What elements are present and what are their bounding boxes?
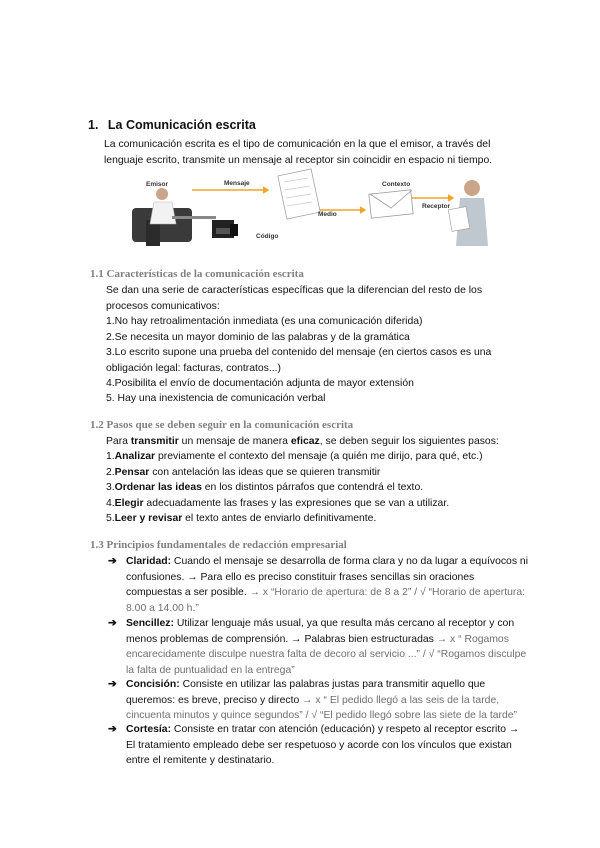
list-item: 5. Hay una inexistencia de comunicación verbal bbox=[106, 393, 326, 404]
section-paragraph: La comunicación escrita es el tipo de comunicación en la que el emisor, a través del lenguaje escrito, transmite un mensaje al receptor sin coincidir en espacio ni tiempo. bbox=[104, 139, 493, 166]
step-number: 5. bbox=[106, 513, 115, 524]
principle-text: Utilizar lenguaje más usual, ya que resulta más cercano al receptor y con menos problemas de comprensión. → Palabras bien estructuradas bbox=[126, 618, 515, 645]
list-item: 2.Se necesita un mayor dominio de las palabras y de la gramática bbox=[106, 332, 410, 343]
intro-bold: transmitir bbox=[130, 436, 179, 447]
principle-text: Cuando el mensaje se desarrolla de forma clara y no da lugar a equívocos ni confusiones. → Para ello es preciso constituir frases sencillas sin oraciones compuestas a ser posible. bbox=[126, 556, 528, 598]
message-paper-icon bbox=[278, 169, 320, 219]
subsection-title-1-3: 1.3 Principios fundamentales de redacción empresarial bbox=[90, 539, 347, 551]
arrow-right-icon: ➔ bbox=[108, 618, 117, 629]
principle-text: Consiste en tratar con atención (educación) y respeto al receptor escrito → El tratamiento empleado debe ser respetuoso y acorde con los vínculos que existan entre el remitente y destinatario. bbox=[126, 724, 520, 766]
step-number: 1. bbox=[106, 451, 115, 462]
principle-example: → x “ El pedido llegó a las seis de la tarde, cincuenta minutos y quince segundos” / √ “El pedido llegó sobre las siete de la tarde” bbox=[126, 694, 517, 721]
list-item: 3.Lo escrito supone una prueba del contenido del mensaje (en ciertos casos es una obligación legal: facturas, contratos...) bbox=[106, 347, 492, 374]
list-item: 4.Posibilita el envío de documentación adjunta de mayor extensión bbox=[106, 378, 414, 389]
step-number: 4. bbox=[106, 498, 115, 509]
emisor-figure bbox=[132, 188, 238, 246]
arrow-right-icon: ➔ bbox=[108, 724, 117, 735]
label-medio: Medio bbox=[318, 211, 337, 218]
receptor-figure bbox=[448, 180, 488, 246]
subsection-intro: Se dan una serie de características específicas que la diferencian del resto de los procesos comunicativos: bbox=[106, 285, 483, 312]
step-item bbox=[106, 480, 526, 496]
step-keyword: Ordenar las ideas bbox=[114, 482, 202, 493]
step-item bbox=[106, 511, 526, 527]
intro-text: , se deben seguir los siguientes pasos: bbox=[319, 436, 499, 447]
principle-text: Consiste en utilizar las palabras justas para transmitir aquello que queremos: es breve, preciso y directo bbox=[126, 679, 486, 706]
list-item: 1.No hay retroalimentación inmediata (es una comunicación diferida) bbox=[106, 316, 423, 327]
label-receptor: Receptor bbox=[422, 203, 451, 210]
step-number: 2. bbox=[106, 467, 115, 478]
step-item bbox=[106, 449, 526, 465]
section-title: La Comunicación escrita bbox=[107, 118, 256, 132]
step-number: 3. bbox=[106, 482, 115, 493]
label-emisor: Emisor bbox=[146, 181, 169, 188]
label-mensaje: Mensaje bbox=[224, 180, 250, 187]
subsection-intro bbox=[106, 434, 526, 450]
label-codigo: Código bbox=[256, 233, 279, 240]
intro-text: Para bbox=[106, 436, 131, 447]
intro-text: un mensaje de manera bbox=[178, 436, 291, 447]
principle-item bbox=[108, 616, 528, 678]
step-keyword: Pensar bbox=[114, 467, 150, 478]
subsection-title-1-1: 1.1 Características de la comunicación escrita bbox=[90, 268, 304, 280]
step-keyword: Leer y revisar bbox=[114, 513, 183, 524]
flow-arrows bbox=[192, 187, 453, 213]
label-contexto: Contexto bbox=[382, 181, 411, 188]
principle-term: Claridad: bbox=[126, 556, 172, 567]
step-item bbox=[106, 496, 526, 512]
principle-term: Sencillez: bbox=[126, 618, 174, 629]
principle-item bbox=[108, 677, 528, 724]
principle-example: → x “ Rogamos encarecidamente disculpe nuestra falta de decoro al servicio ...” / √ “Rogamos disculpe la falta de puntualidad en la entrega” bbox=[126, 633, 527, 676]
communication-diagram bbox=[132, 168, 508, 248]
section-heading bbox=[88, 118, 256, 132]
arrow-right-icon: ➔ bbox=[108, 679, 117, 690]
step-text: el texto antes de enviarlo definitivamente. bbox=[182, 513, 377, 524]
principle-term: Cortesía: bbox=[126, 724, 172, 735]
envelope-icon bbox=[369, 190, 413, 218]
section-number: 1. bbox=[88, 118, 99, 132]
principle-item bbox=[108, 554, 528, 616]
subsection-title-1-2: 1.2 Pasos que se deben seguir en la comunicación escrita bbox=[90, 419, 354, 431]
step-text: previamente el contexto del mensaje (a quién me dirijo, para qué, etc.) bbox=[155, 451, 483, 462]
step-text: adecuadamente las frases y las expresiones que se van a utilizar. bbox=[143, 498, 450, 509]
step-item bbox=[106, 465, 526, 481]
principle-term: Concisión: bbox=[126, 679, 180, 690]
principle-example: → x “Horario de apertura: de 8 a 2” / √ “Horario de apertura: 8.00 a 14.00 h.” bbox=[126, 587, 526, 614]
arrow-right-icon: ➔ bbox=[108, 556, 117, 567]
step-text: en los distintos párrafos que contendrá el texto. bbox=[201, 482, 424, 493]
step-text: con antelación las ideas que se quieren transmitir bbox=[149, 467, 381, 478]
step-keyword: Analizar bbox=[114, 451, 156, 462]
intro-bold: eficaz bbox=[290, 436, 320, 447]
principle-item bbox=[108, 722, 528, 769]
step-keyword: Elegir bbox=[114, 498, 144, 509]
